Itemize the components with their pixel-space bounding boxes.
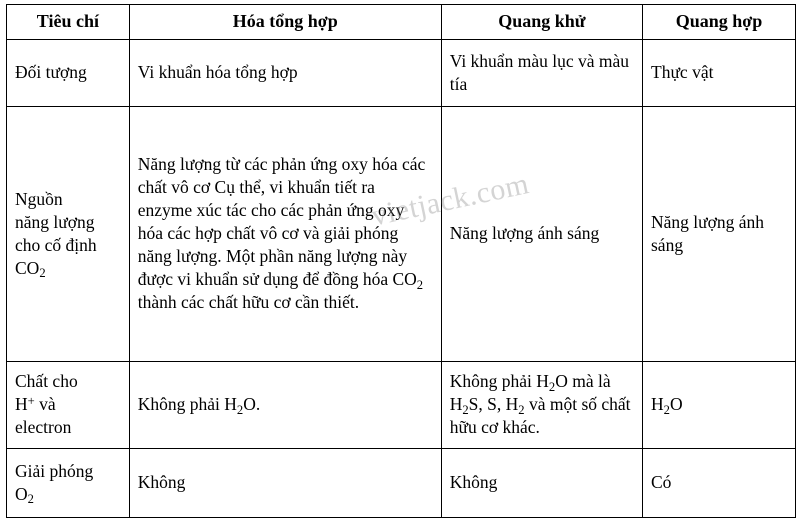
table-row [7,39,796,106]
photored-donor-seg2: O mà là H [449,371,611,415]
cell-photosyn-donor [643,361,796,448]
criteria-donor-line1: Chất cho [15,371,78,392]
cell-chemo-energy [129,106,441,361]
cell-criteria-subject: Đối tượng [7,39,130,106]
criteria-energy-line4: CO [15,257,40,278]
criteria-energy-line1: Nguồn [15,188,63,209]
cell-criteria-energy [7,106,130,361]
cell-photosyn-energy: Năng lượng ánh sáng [643,106,796,361]
table-row [7,106,796,361]
cell-photored-subject: Vi khuẩn màu lục và màu tía [441,39,642,106]
photored-donor-seg1: Không phải H [449,371,549,392]
criteria-donor-line2-pre: H [15,394,28,415]
document-page [0,4,804,507]
criteria-donor-line3: electron [15,417,72,438]
photosyn-donor-post: O [669,394,683,415]
cell-chemo-release: Không [129,448,441,517]
cell-criteria-release [7,448,130,517]
chemo-energy-text-part2: thành các chất hữu cơ cần thiết. [137,292,360,313]
column-header-photoreduction: Quang khử [441,5,642,40]
criteria-release-line1: Giải phóng [15,460,94,481]
column-header-chemosynthesis: Hóa tổng hợp [129,5,441,40]
criteria-energy-line3: cho cố định [15,234,97,255]
comparison-table [6,4,796,518]
photored-donor-seg4: và một số chất hữu cơ khác. [449,394,631,438]
column-header-photosynthesis: Quang hợp [643,5,796,40]
table-row [7,448,796,517]
criteria-energy-subscript: 2 [39,266,46,281]
cell-photored-release: Không [441,448,642,517]
column-header-criteria: Tiêu chí [7,5,130,40]
photored-donor-subscript-1: 2 [548,379,556,394]
chemo-energy-subscript: 2 [416,277,424,292]
table-body [7,39,796,517]
chemo-energy-text-part1: Năng lượng từ các phản ứng oxy hóa các chất vô cơ Cụ thể, vi khuẩn tiết ra enzyme xúc tác cho các phản ứng oxy hóa các hợp chất vô cơ và giải phóng năng lượng. Một phần năng lượng này được vi khuẩn sử dụng để đồng hóa CO [137,153,426,290]
cell-photosyn-subject: Thực vật [643,39,796,106]
cell-chemo-donor [129,361,441,448]
photored-donor-seg3: S, S, H [468,394,519,415]
photosyn-donor-subscript: 2 [663,402,670,417]
photosyn-donor-pre: H [651,394,664,415]
table-header [7,5,796,40]
chemo-donor-pre: Không phải H [137,394,237,415]
cell-criteria-donor [7,361,130,448]
criteria-donor-superscript: + [27,393,35,408]
criteria-release-subscript: 2 [27,492,34,507]
photored-donor-subscript-2: 2 [462,402,469,417]
photored-donor-subscript-3: 2 [518,402,525,417]
cell-photosyn-release: Có [643,448,796,517]
table-header-row [7,5,796,40]
cell-photored-donor [441,361,642,448]
criteria-energy-line2: năng lượng [15,211,95,232]
chemo-donor-post: O. [243,394,261,415]
watermark-text: vietjack.com [368,167,532,233]
criteria-release-line2-pre: O [15,483,28,504]
table-row [7,361,796,448]
chemo-donor-subscript: 2 [236,402,244,417]
cell-photored-energy: Năng lượng ánh sáng [441,106,642,361]
criteria-donor-line2-post: và [34,394,56,415]
cell-chemo-subject: Vi khuẩn hóa tổng hợp [129,39,441,106]
